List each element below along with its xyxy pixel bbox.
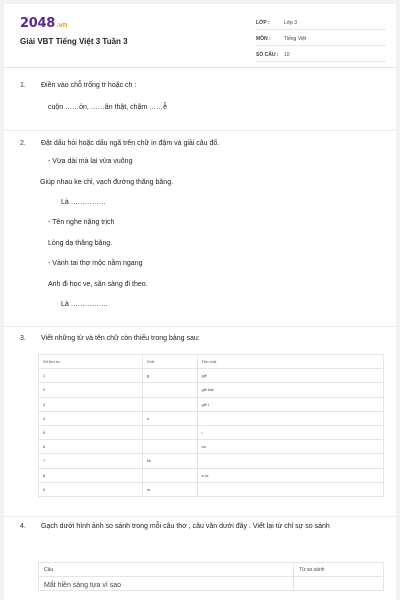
q2-answer-line: Là …………… <box>61 199 106 206</box>
table-header-row <box>39 563 384 577</box>
meta-row-count <box>256 48 386 62</box>
table-cell: giê i <box>197 397 383 411</box>
q2-line: - Vừa dài mà lại vừa vuông <box>48 158 133 165</box>
table-cell: m <box>142 482 197 496</box>
meta-value: Tiếng Việt <box>284 35 307 42</box>
table-header-row <box>39 355 384 369</box>
table-cell: 2 <box>39 383 143 397</box>
question-text: Điền vào chỗ trống tr hoặc ch : <box>41 82 137 89</box>
table-row <box>39 454 384 468</box>
meta-value: 10 <box>284 51 290 58</box>
table-row <box>39 369 384 383</box>
divider <box>4 326 396 327</box>
table-cell: ca <box>197 440 383 454</box>
table-cell: 6 <box>39 440 143 454</box>
q2-line: Anh đi học ve, săn sàng đi theo. <box>48 281 148 288</box>
question-number: 2. <box>20 140 26 147</box>
question-number: 3. <box>20 335 26 342</box>
table-cell: giê hát <box>197 383 383 397</box>
question-1 <box>20 81 381 91</box>
document-title: Giải VBT Tiếng Việt 3 Tuần 3 <box>20 37 128 46</box>
divider <box>4 516 396 517</box>
table-row <box>39 425 384 439</box>
table-header: Từ so sánh <box>294 563 384 577</box>
table-row <box>39 577 384 591</box>
table-cell <box>197 411 383 425</box>
table-cell: 5 <box>39 425 143 439</box>
table-header: Câu <box>39 563 294 577</box>
table-cell: g <box>142 369 197 383</box>
table-cell: i <box>197 425 383 439</box>
table-cell: 9 <box>39 482 143 496</box>
question-text: Gạch dưới hình ảnh so sánh trong mỗi câu thơ , câu văn dưới đây . Viết lại từ chỉ sự so sánh <box>41 523 330 530</box>
divider <box>4 130 396 131</box>
table-cell <box>142 383 197 397</box>
question-4 <box>20 522 381 532</box>
meta-label: MÔN : <box>256 35 271 42</box>
table-cell <box>142 468 197 482</box>
table-row <box>39 397 384 411</box>
meta-label: LỚP : <box>256 19 270 26</box>
document-meta <box>256 16 386 64</box>
question-number: 1. <box>20 82 26 89</box>
question-3 <box>20 334 381 344</box>
question-text: Đặt dấu hỏi hoặc dấu ngã trên chữ in đậm và giải câu đố. <box>41 140 220 147</box>
comparison-table <box>38 562 384 591</box>
meta-row-subject <box>256 32 386 46</box>
page <box>4 4 396 600</box>
table-row <box>39 411 384 425</box>
table-cell <box>142 440 197 454</box>
table-cell: 8 <box>39 468 143 482</box>
q2-line: - Tên nghe nặng trịch <box>48 219 115 226</box>
table-row <box>39 482 384 496</box>
table-cell <box>197 454 383 468</box>
q2-line: Giúp nhau ke chỉ, vạch đường thăng băng. <box>40 179 174 186</box>
q2-answer-line: Là ……………. <box>61 301 108 308</box>
table-row <box>39 383 384 397</box>
table-cell <box>294 577 384 591</box>
site-logo[interactable]: 2048.vn <box>20 16 68 31</box>
q2-line: Lòng dạ thăng băng. <box>48 240 113 247</box>
table-cell: 3 <box>39 397 143 411</box>
table-cell: h <box>142 411 197 425</box>
table-cell: 1 <box>39 369 143 383</box>
meta-value: Lớp 3 <box>284 19 298 26</box>
meta-label: SỐ CÂU : <box>256 51 279 58</box>
table-header: Chữ <box>142 355 197 369</box>
meta-row-class <box>256 16 386 30</box>
table-cell: 4 <box>39 411 143 425</box>
table-cell <box>142 425 197 439</box>
document-header <box>4 4 396 68</box>
table-row <box>39 468 384 482</box>
table-cell: Mắt hiền sáng tựa vì sao <box>39 577 294 591</box>
table-cell: e-lờ <box>197 468 383 482</box>
table-cell: kh <box>142 454 197 468</box>
q1-exercise-line: cuộn ……ỏn, ……ân thật, chậm ……ễ <box>48 104 168 111</box>
table-cell <box>197 482 383 496</box>
table-header: Tên chữ <box>197 355 383 369</box>
question-number: 4. <box>20 523 26 530</box>
table-header: Số thứ tự <box>39 355 143 369</box>
table-cell: 7 <box>39 454 143 468</box>
table-cell: giê <box>197 369 383 383</box>
q2-line: - Vành tai thợ mộc nằm ngang <box>48 260 143 267</box>
question-text: Viết những từ và tên chữ còn thiếu trong bảng sau: <box>41 335 200 342</box>
table-cell <box>142 397 197 411</box>
letters-table <box>38 354 384 497</box>
question-2 <box>20 139 381 149</box>
table-row <box>39 440 384 454</box>
